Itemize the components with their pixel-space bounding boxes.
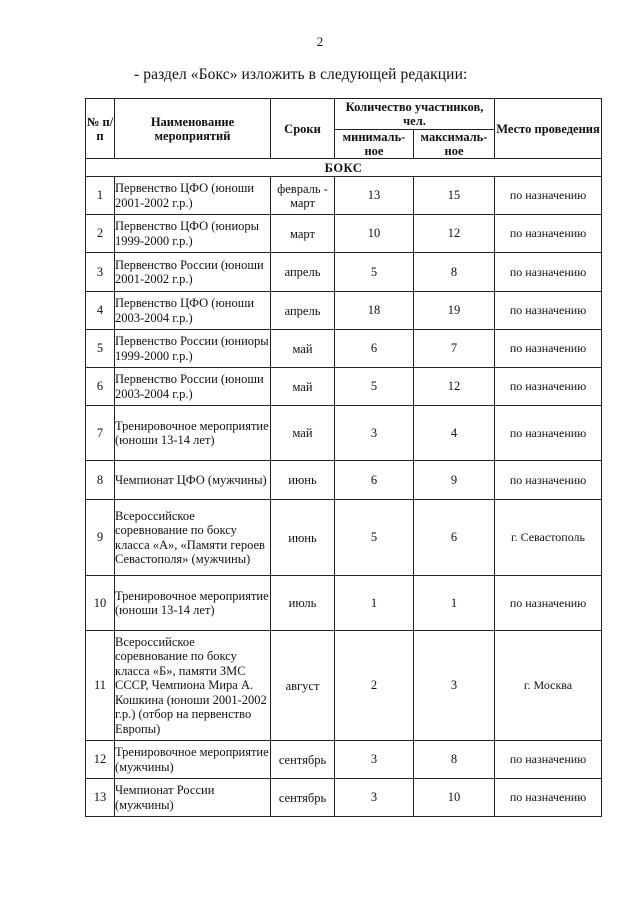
table-row [86, 330, 602, 368]
participants-min: 13 [335, 177, 414, 215]
participants-max: 15 [414, 177, 495, 215]
participants-max: 10 [414, 779, 495, 817]
participants-max: 1 [414, 576, 495, 631]
event-name: Тренировочное мероприятие (мужчины) [115, 741, 271, 779]
section-row [86, 159, 602, 177]
participants-max: 8 [414, 741, 495, 779]
event-term: май [271, 406, 335, 461]
event-place: г. Севастополь [495, 500, 602, 576]
event-term: июнь [271, 500, 335, 576]
table-row [86, 215, 602, 253]
event-term: февраль - март [271, 177, 335, 215]
participants-min: 6 [335, 461, 414, 500]
participants-min: 3 [335, 406, 414, 461]
participants-min: 5 [335, 253, 414, 292]
event-term: май [271, 330, 335, 368]
event-name: Тренировочное мероприятие (юноши 13-14 лет) [115, 406, 271, 461]
header-min: минималь-ное [335, 130, 414, 159]
event-name: Первенство ЦФО (юниоры 1999-2000 г.р.) [115, 215, 271, 253]
table-row [86, 631, 602, 741]
participants-max: 6 [414, 500, 495, 576]
participants-min: 18 [335, 292, 414, 330]
header-place: Место проведения [495, 99, 602, 159]
header-participants: Количество участников, чел. [335, 99, 495, 130]
table-row [86, 177, 602, 215]
event-name: Первенство ЦФО (юноши 2001-2002 г.р.) [115, 177, 271, 215]
row-number: 12 [86, 741, 115, 779]
participants-max: 19 [414, 292, 495, 330]
participants-min: 3 [335, 779, 414, 817]
row-number: 4 [86, 292, 115, 330]
event-term: август [271, 631, 335, 741]
participants-min: 5 [335, 500, 414, 576]
row-number: 2 [86, 215, 115, 253]
table-row [86, 779, 602, 817]
table-body [86, 159, 602, 817]
row-number: 7 [86, 406, 115, 461]
event-place: г. Москва [495, 631, 602, 741]
table-row [86, 253, 602, 292]
event-term: сентябрь [271, 741, 335, 779]
participants-min: 3 [335, 741, 414, 779]
participants-min: 5 [335, 368, 414, 406]
event-name: Чемпионат России (мужчины) [115, 779, 271, 817]
event-place: по назначению [495, 253, 602, 292]
participants-max: 12 [414, 368, 495, 406]
participants-max: 7 [414, 330, 495, 368]
row-number: 1 [86, 177, 115, 215]
event-term: апрель [271, 292, 335, 330]
row-number: 10 [86, 576, 115, 631]
table-row [86, 406, 602, 461]
row-number: 9 [86, 500, 115, 576]
header-max: максималь-ное [414, 130, 495, 159]
table-row [86, 368, 602, 406]
section-title: БОКС [86, 159, 602, 177]
events-table [85, 98, 602, 817]
participants-max: 8 [414, 253, 495, 292]
event-name: Первенство России (юноши 2001-2002 г.р.) [115, 253, 271, 292]
intro-text: - раздел «Бокс» изложить в следующей редакции: [134, 66, 468, 83]
header-row [86, 99, 602, 130]
event-place: по назначению [495, 177, 602, 215]
event-term: март [271, 215, 335, 253]
row-number: 8 [86, 461, 115, 500]
table-row [86, 576, 602, 631]
table-row [86, 500, 602, 576]
header-num: № п/п [86, 99, 115, 159]
participants-min: 10 [335, 215, 414, 253]
event-name: Всероссийское соревнование по боксу класса «А», «Памяти героев Севастополя» (мужчины) [115, 500, 271, 576]
event-name: Тренировочное мероприятие (юноши 13-14 лет) [115, 576, 271, 631]
event-name: Первенство России (юниоры 1999-2000 г.р.) [115, 330, 271, 368]
participants-min: 1 [335, 576, 414, 631]
event-name: Чемпионат ЦФО (мужчины) [115, 461, 271, 500]
row-number: 13 [86, 779, 115, 817]
row-number: 11 [86, 631, 115, 741]
row-number: 5 [86, 330, 115, 368]
event-place: по назначению [495, 461, 602, 500]
event-name: Первенство России (юноши 2003-2004 г.р.) [115, 368, 271, 406]
page-number: 2 [316, 34, 324, 49]
event-term: апрель [271, 253, 335, 292]
participants-max: 4 [414, 406, 495, 461]
event-term: июль [271, 576, 335, 631]
event-place: по назначению [495, 292, 602, 330]
participants-min: 6 [335, 330, 414, 368]
event-place: по назначению [495, 576, 602, 631]
event-place: по назначению [495, 741, 602, 779]
event-place: по назначению [495, 779, 602, 817]
row-number: 3 [86, 253, 115, 292]
event-place: по назначению [495, 215, 602, 253]
row-number: 6 [86, 368, 115, 406]
event-place: по назначению [495, 330, 602, 368]
event-term: сентябрь [271, 779, 335, 817]
table-row [86, 292, 602, 330]
participants-max: 3 [414, 631, 495, 741]
participants-max: 12 [414, 215, 495, 253]
header-term: Сроки [271, 99, 335, 159]
event-place: по назначению [495, 368, 602, 406]
table-row [86, 461, 602, 500]
event-term: июнь [271, 461, 335, 500]
event-name: Всероссийское соревнование по боксу класса «Б», памяти ЗМС СССР, Чемпиона Мира А. Кошкина (юноши 2001-2002 г.р.) (отбор на первенство Европы) [115, 631, 271, 741]
table-row [86, 741, 602, 779]
event-name: Первенство ЦФО (юноши 2003-2004 г.р.) [115, 292, 271, 330]
participants-min: 2 [335, 631, 414, 741]
event-term: май [271, 368, 335, 406]
participants-max: 9 [414, 461, 495, 500]
event-place: по назначению [495, 406, 602, 461]
header-name: Наименование мероприятий [115, 99, 271, 159]
